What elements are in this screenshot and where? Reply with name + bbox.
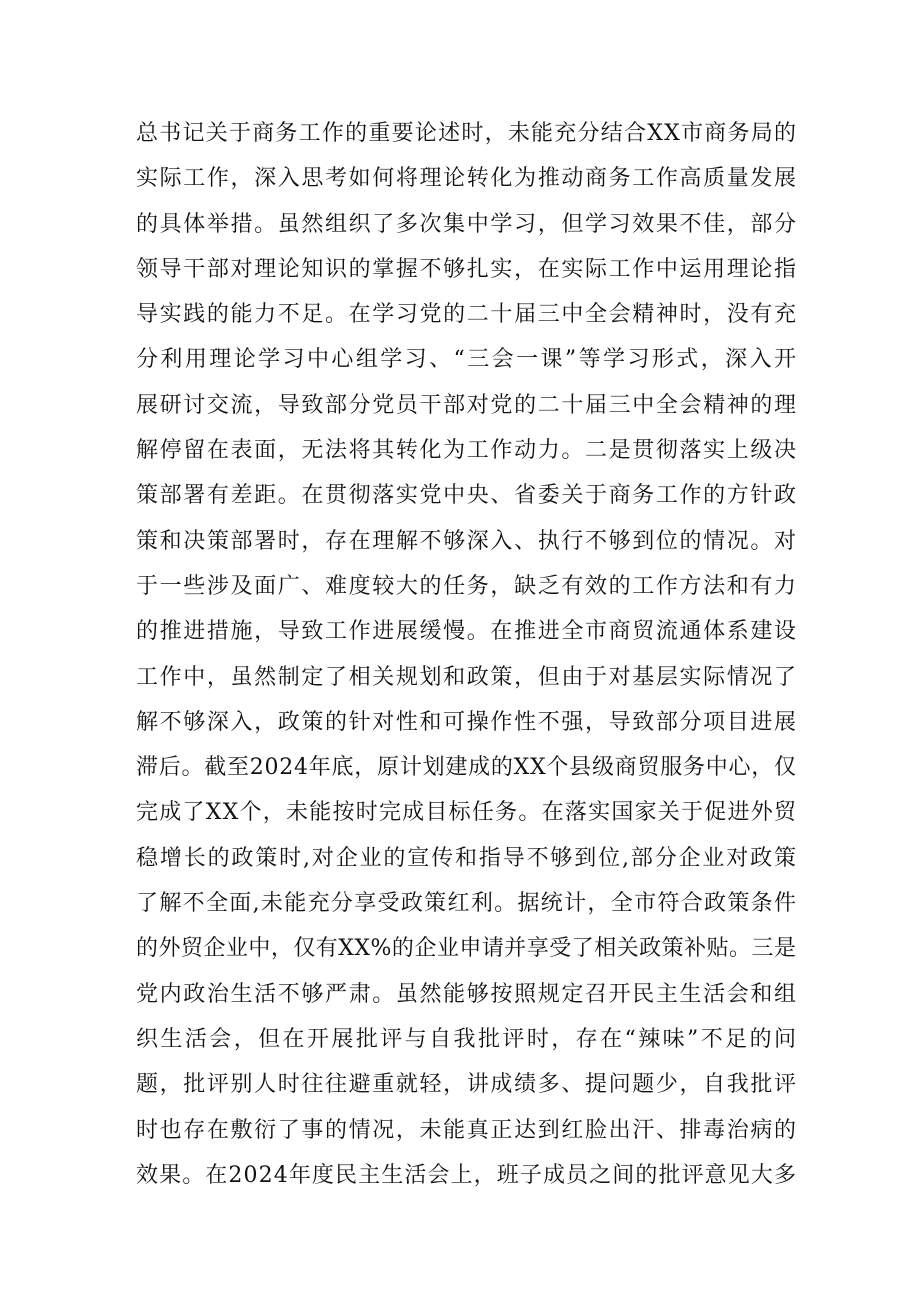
text-line: 领导干部对理论知识的掌握不够扎实，在实际工作中运用理论指 (136, 256, 798, 282)
text-line: 实际工作，深入思考如何将理论转化为推动商务工作高质量发展 (136, 166, 798, 192)
text-line: 解不够深入，政策的针对性和可操作性不强，导致部分项目进展 (136, 709, 798, 735)
text-line: 了解不全面,未能充分享受政策红利。据统计，全市符合政策条件 (136, 891, 798, 917)
text-line: 工作中，虽然制定了相关规划和政策，但由于对基层实际情况了 (136, 664, 798, 690)
body-text (136, 111, 799, 1198)
text-line: 稳增长的政策时,对企业的宣传和指导不够到位,部分企业对政策 (136, 845, 798, 871)
text-line: 的外贸企业中，仅有XX%的企业申请并享受了相关政策补贴。三是 (136, 936, 797, 962)
text-line: 导实践的能力不足。在学习党的二十届三中全会精神时，没有充 (136, 302, 798, 328)
text-line: 的具体举措。虽然组织了多次集中学习，但学习效果不佳，部分 (136, 211, 798, 237)
text-line: 时也存在敷衍了事的情况，未能真正达到红脸出汗、排毒治病的 (136, 1117, 798, 1143)
text-line: 总书记关于商务工作的重要论述时，未能充分结合XX市商务局的 (136, 121, 798, 146)
text-line: 织生活会，但在开展批评与自我批评时，存在“辣味”不足的问 (136, 1026, 799, 1052)
text-line: 党内政治生活不够严肃。虽然能够按照规定召开民主生活会和组 (136, 981, 798, 1007)
text-line: 滞后。截至2024年底，原计划建成的XX个县级商贸服务中心，仅 (136, 755, 797, 781)
text-line: 的推进措施，导致工作进展缓慢。在推进全市商贸流通体系建设 (136, 619, 798, 645)
text-line: 解停留在表面，无法将其转化为工作动力。二是贯彻落实上级决 (136, 438, 798, 464)
text-line: 策部署有差距。在贯彻落实党中央、省委关于商务工作的方针政 (136, 483, 798, 509)
text-line: 效果。在2024年度民主生活会上，班子成员之间的批评意见大多 (136, 1162, 798, 1188)
text-line: 题，批评别人时往往避重就轻，讲成绩多、提问题少，自我批评 (136, 1072, 798, 1098)
text-line: 展研讨交流，导致部分党员干部对党的二十届三中全会精神的理 (136, 392, 798, 418)
text-line: 完成了XX个，未能按时完成目标任务。在落实国家关于促进外贸 (136, 800, 798, 826)
text-line: 分利用理论学习中心组学习、“三会一课”等学习形式，深入开 (136, 347, 799, 373)
text-line: 策和决策部署时，存在理解不够深入、执行不够到位的情况。对 (136, 528, 798, 554)
text-line: 于一些涉及面广、难度较大的任务，缺乏有效的工作方法和有力 (136, 573, 798, 599)
